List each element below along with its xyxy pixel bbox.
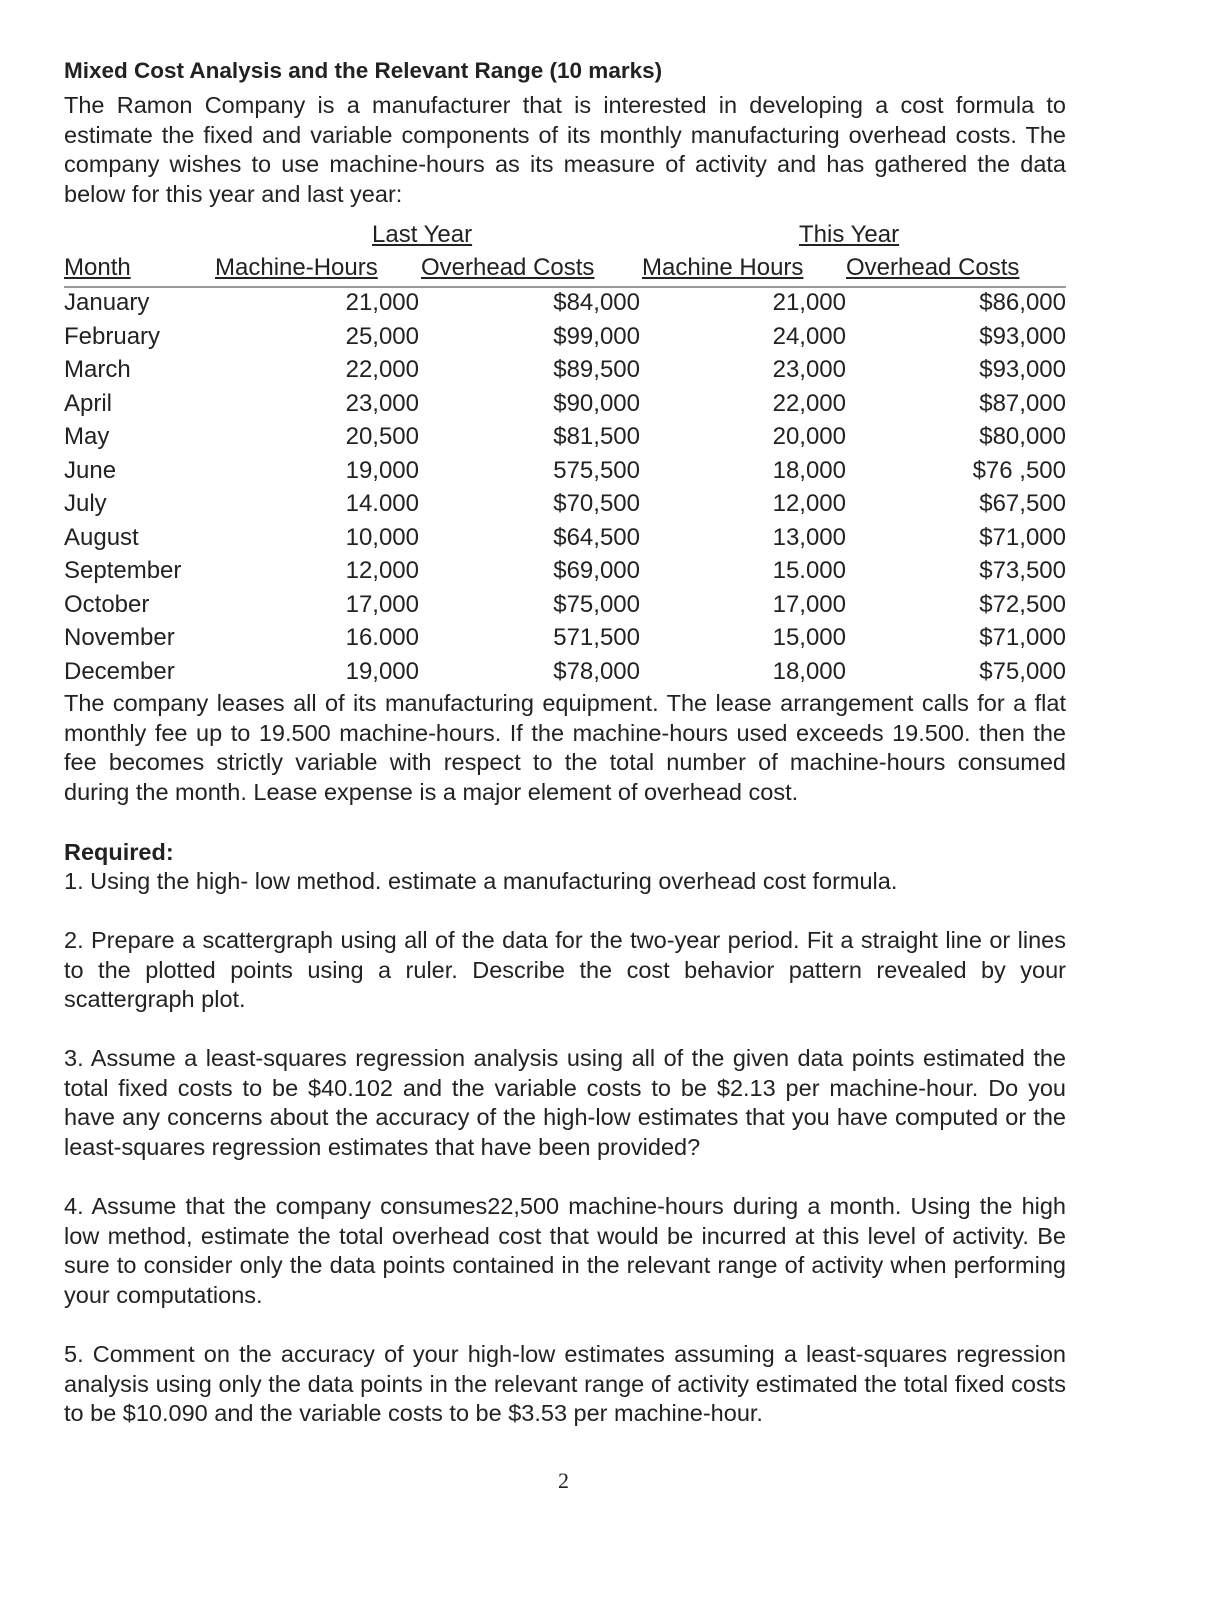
cell-last-machine-hours: 10,000 — [345, 523, 419, 551]
table-row — [64, 387, 1066, 421]
header-month: Month — [64, 254, 131, 281]
table-row — [64, 487, 1066, 521]
table-row — [64, 621, 1066, 655]
table-row — [64, 554, 1066, 588]
cell-last-machine-hours: 17,000 — [345, 590, 419, 618]
cell-this-machine-hours: 21,000 — [772, 289, 846, 316]
question-2: 2. Prepare a scattergraph using all of the data for the two-year period. Fit a straight line or lines to the plotted points using a ruler. Describe the cost behavior pattern revealed by your scattergraph plot. — [64, 927, 1066, 1013]
cell-last-machine-hours: 19,000 — [345, 456, 419, 484]
cell-last-overhead-costs: 575,500 — [553, 456, 640, 484]
cell-last-machine-hours: 20,500 — [345, 423, 419, 450]
cell-this-machine-hours: 15,000 — [772, 624, 846, 651]
cell-last-overhead-costs: 571,500 — [553, 624, 640, 651]
question-4: 4. Assume that the company consumes22,500 machine-hours during a month. Using the high low method, estimate the total overhead cost that would be incurred at this level of activity. Be sure to consider only the data points contained in the relevant range of activity when performing your computations. — [64, 1193, 1066, 1308]
cell-last-overhead-costs: $69,000 — [553, 557, 640, 584]
cell-month: March — [64, 356, 131, 383]
cell-this-machine-hours: 20,000 — [772, 423, 846, 450]
table-row — [64, 521, 1066, 555]
header-this-machine-hours: Machine Hours — [642, 254, 804, 281]
cell-this-overhead-costs: $75,000 — [979, 657, 1066, 685]
cell-month: July — [64, 490, 107, 517]
cell-last-overhead-costs: $70,500 — [553, 490, 640, 517]
page-number: 2 — [558, 1468, 569, 1493]
cell-this-machine-hours: 24,000 — [772, 322, 846, 350]
cell-last-machine-hours: 14.000 — [345, 490, 419, 517]
table-row — [64, 286, 1066, 320]
question-1: 1. Using the high- low method. estimate a manufacturing overhead cost formula. — [64, 868, 898, 894]
cell-last-machine-hours: 23,000 — [345, 389, 419, 417]
cell-last-machine-hours: 16.000 — [345, 624, 419, 651]
cell-month: February — [64, 322, 161, 350]
cell-this-machine-hours: 22,000 — [772, 389, 846, 417]
cell-this-overhead-costs: $87,000 — [979, 389, 1066, 417]
lease-paragraph: The company leases all of its manufacturing equipment. The lease arrangement calls for a flat monthly fee up to 19.500 machine-hours. If the machine-hours used exceeds 19.500. then the fee becomes strictly variable with respect to the total number of machine-hours consumed during the month. Lease expense is a major element of overhead cost. — [64, 690, 1066, 805]
cell-this-overhead-costs: $93,000 — [979, 322, 1066, 350]
table-row — [64, 420, 1066, 454]
cell-month: August — [64, 523, 139, 551]
cell-month: January — [64, 289, 150, 316]
cell-this-machine-hours: 15.000 — [772, 557, 846, 584]
table-row — [64, 454, 1066, 488]
table-row — [64, 353, 1066, 387]
cell-last-machine-hours: 12,000 — [345, 557, 419, 584]
question-5: 5. Comment on the accuracy of your high-low estimates assuming a least-squares regression analysis using only the data points in the relevant range of activity estimated the total fixed costs to be $10.090 and the variable costs to be $3.53 per machine-hour. — [64, 1341, 1066, 1427]
table-row — [64, 655, 1066, 689]
cell-month: April — [64, 389, 113, 417]
cell-this-overhead-costs: $76 ,500 — [972, 456, 1066, 484]
cell-last-overhead-costs: $84,000 — [553, 289, 640, 316]
cell-last-machine-hours: 21,000 — [345, 289, 419, 316]
cell-last-overhead-costs: $89,500 — [553, 356, 640, 383]
cell-last-overhead-costs: $64,500 — [553, 523, 640, 551]
cell-last-machine-hours: 22,000 — [345, 356, 419, 383]
cell-this-machine-hours: 23,000 — [772, 356, 846, 383]
header-last-overhead-costs: Overhead Costs — [421, 254, 595, 281]
cell-month: December — [64, 657, 175, 685]
cell-last-machine-hours: 25,000 — [345, 322, 419, 350]
group-header-this-year: This Year — [799, 221, 900, 248]
cell-this-machine-hours: 18,000 — [772, 456, 846, 484]
cell-month: November — [64, 624, 175, 651]
table-row — [64, 320, 1066, 354]
cell-this-overhead-costs: $80,000 — [979, 423, 1066, 450]
cell-this-overhead-costs: $93,000 — [979, 356, 1066, 383]
question-3: 3. Assume a least-squares regression analysis using all of the given data points estimated the total fixed costs to be $40.102 and the variable costs to be $2.13 per machine-hour. Do you have any concerns about the accuracy of the high-low estimates that you have computed or the least-squares regression estimates that have been provided? — [64, 1045, 1066, 1160]
cell-month: June — [64, 456, 117, 484]
header-last-machine-hours: Machine-Hours — [215, 254, 378, 281]
cell-this-machine-hours: 17,000 — [772, 590, 846, 618]
cell-last-overhead-costs: $81,500 — [553, 423, 640, 450]
cell-month: September — [64, 557, 182, 584]
cell-this-overhead-costs: $71,000 — [979, 624, 1066, 651]
cell-this-overhead-costs: $67,500 — [979, 490, 1066, 517]
cell-month: May — [64, 423, 110, 450]
required-heading: Required: — [64, 839, 174, 865]
cell-this-overhead-costs: $73,500 — [979, 557, 1066, 584]
cell-this-overhead-costs: $71,000 — [979, 523, 1066, 551]
cell-last-overhead-costs: $78,000 — [553, 657, 640, 685]
cell-this-overhead-costs: $72,500 — [979, 590, 1066, 618]
cell-this-machine-hours: 18,000 — [772, 657, 846, 685]
cell-this-machine-hours: 13,000 — [772, 523, 846, 551]
intro-paragraph: The Ramon Company is a manufacturer that is interested in developing a cost formula to estimate the fixed and variable components of its monthly manufacturing overhead costs. The company wishes to use machine-hours as its measure of activity and has gathered the data below for this year and last year: — [64, 92, 1066, 207]
cell-this-machine-hours: 12,000 — [772, 490, 846, 517]
cell-last-machine-hours: 19,000 — [345, 657, 419, 685]
page-title: Mixed Cost Analysis and the Relevant Range (10 marks) — [64, 58, 663, 83]
table-row — [64, 588, 1066, 622]
cell-month: October — [64, 590, 150, 618]
header-this-overhead-costs: Overhead Costs — [846, 254, 1020, 281]
cell-last-overhead-costs: $90,000 — [553, 389, 640, 417]
group-header-last-year: Last Year — [372, 221, 473, 248]
table-header — [64, 253, 1066, 288]
cell-last-overhead-costs: $75,000 — [553, 590, 640, 618]
cell-last-overhead-costs: $99,000 — [553, 322, 640, 350]
cell-this-overhead-costs: $86,000 — [979, 289, 1066, 316]
